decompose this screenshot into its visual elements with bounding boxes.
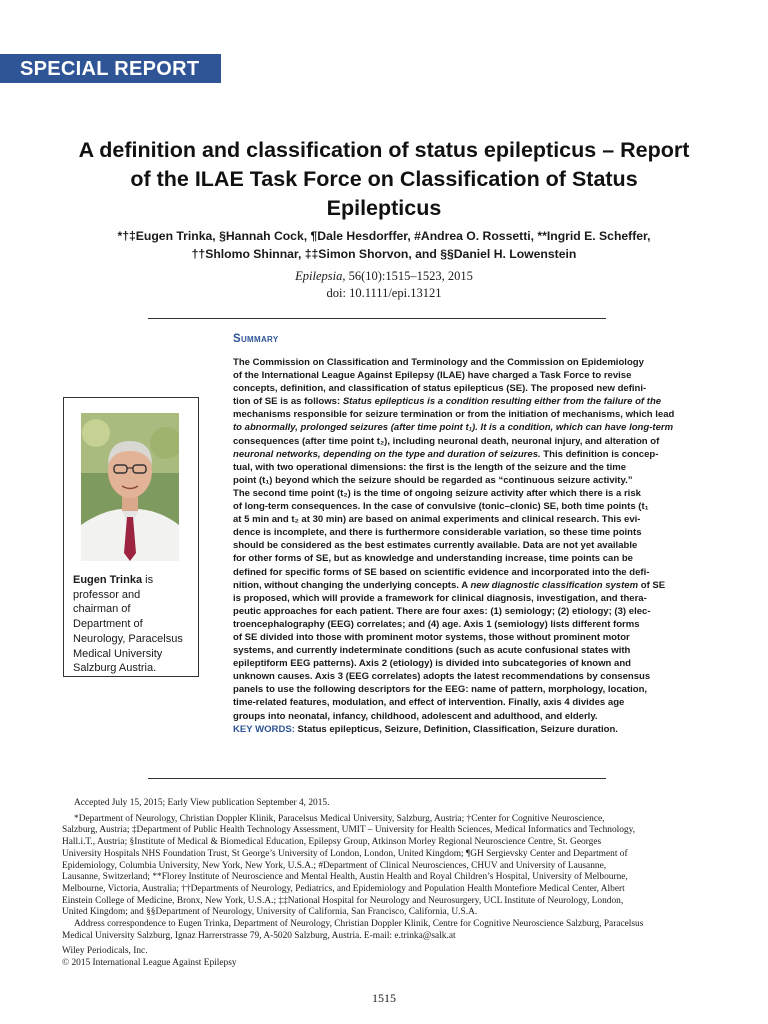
bio-author-name: Eugen Trinka (73, 574, 143, 586)
affiliation-line: University Hospitals NHS Foundation Trust, St George’s University of London, London, United Kingdom; ¶GH Sergievsky Center and Department of (62, 848, 628, 859)
summary-text: of SE divided into those with prominent motor systems, those without prominent motor (233, 631, 630, 643)
summary-line (233, 683, 693, 696)
citation (40, 268, 728, 302)
summary-abstract (233, 356, 693, 736)
summary-line (233, 382, 693, 395)
summary-line (233, 421, 693, 434)
affiliation-line: Lausanne, Switzerland; **Florey Institute of Neuroscience and Mental Health, Austin Health and Royal Children’s Hospital, University of Melbourne, (62, 872, 628, 883)
summary-text: tion of SE is as follows: (233, 396, 343, 408)
bio-line: chairman of (73, 603, 131, 616)
affiliation-line: Hall.i.T., Austria; §Institute of Medical & Biomedical Education, Epilepsy Group, Atkinson Morley Regional Neuroscience Centre, St. Georges (62, 837, 602, 848)
summary-line (233, 657, 693, 670)
summary-line (233, 566, 693, 579)
special-report-banner (0, 54, 221, 83)
author-line: *†‡Eugen Trinka, §Hannah Cock, ¶Dale Hesdorffer, #Andrea O. Rossetti, **Ingrid E. Scheffer, (117, 229, 651, 243)
correspondence-address (62, 919, 692, 942)
volume-pages: , 56(10):1515–1523, 2015 (342, 269, 473, 283)
summary-line (233, 448, 693, 461)
bio-line: Department of (73, 618, 143, 631)
keywords-label: KEY WORDS: (233, 723, 295, 735)
keywords: Status epilepticus, Seizure, Definition, Classification, Seizure duration. (294, 723, 618, 735)
summary-text: dence is incomplete, and there is furthermore considerable variation, so these time points (233, 527, 642, 539)
summary-text: panels to use the following descriptors for the EEG: name of pattern, morphology, location, (233, 684, 648, 696)
publisher-info (62, 946, 692, 969)
summary-italic-text: Status epilepticus is a condition resulting either from the failure of the (342, 396, 662, 408)
summary-line (233, 631, 693, 644)
affiliation-line: *Department of Neurology, Christian Doppler Klinik, Paracelsus Medical University, Salzburg, Austria; †Center for Cognitive Neuroscience, (74, 813, 605, 824)
summary-text: epileptiform EEG patterns). Axis 2 (etiology) is divided into subcategories of known and (233, 658, 632, 670)
summary-text: consequences (after time point t₂), including neuronal death, neuronal injury, and alteration of (233, 435, 660, 447)
author-bio (73, 573, 193, 676)
summary-line (233, 644, 693, 657)
summary-text: concepts, definition, and classification of status epilepticus (SE). The proposed new defini- (233, 383, 647, 395)
summary-italic-text: new diagnostic classification system (470, 579, 639, 591)
summary-line (233, 474, 693, 487)
summary-text: mechanisms responsible for seizure termination or from the initiation of mechanisms, which lead (233, 409, 675, 421)
author-line: ††Shlomo Shinnar, ‡‡Simon Shorvon, and §§Daniel H. Lowenstein (191, 247, 577, 261)
summary-line (233, 461, 693, 474)
affiliation-line: Melbourne, Victoria, Australia; ††Departments of Neurology, Pediatrics, and Epidemiology and Population Health Montefiore Medical Center, Albert (62, 883, 625, 894)
bio-line: professor and (73, 588, 141, 601)
bio-line (73, 573, 193, 588)
summary-line (233, 710, 693, 723)
title-line: Epilepticus (326, 196, 442, 220)
title-line: A definition and classification of status epilepticus – Report (78, 138, 690, 162)
summary-line (233, 605, 693, 618)
summary-text: nition, without changing the underlying concepts. A (233, 579, 471, 591)
keywords-line (233, 723, 693, 736)
affiliation-line: Epidemiology, Columbia University, New York, New York, U.S.A.; #Department of Clinical Neurosciences, CHUV and University of Lausanne, (62, 860, 607, 871)
summary-line (233, 526, 693, 539)
accepted-note (62, 798, 692, 810)
summary-line (233, 618, 693, 631)
summary-line (233, 670, 693, 683)
summary-line (233, 356, 693, 369)
bio-line: Medical University (73, 647, 163, 660)
summary-text: unknown causes. Axis 3 (EEG correlates) adopts the latest recommendations by consensus (233, 671, 651, 683)
summary-line (233, 408, 693, 421)
summary-italic-text: neuronal networks, depending on the type and duration of seizures. (233, 448, 541, 460)
summary-text: at 5 min and t₂ at 30 min) are based on animal experiments and clinical research. This evi- (233, 514, 641, 526)
summary-text: is proposed, which will provide a framework for clinical diagnosis, investigation, and thera- (233, 592, 647, 604)
summary-line (233, 513, 693, 526)
summary-text: peutic approaches for each patient. There are four axes: (1) semiology; (2) etiology; (3) elec- (233, 605, 651, 617)
summary-text: time-related features, modulation, and effect of intervention. Finally, axis 4 divides age (233, 697, 625, 709)
summary-text: The second time point (t₂) is the time of ongoing seizure activity after which there is a risk (233, 487, 641, 499)
summary-text: defined for specific forms of SE based on scientific evidence and incorporated into the defi- (233, 566, 650, 578)
summary-text: of long-term consequences. In the case of convulsive (tonic–clonic) SE, both time points (t₁ (233, 501, 649, 513)
summary-line (233, 395, 693, 408)
top-divider (148, 318, 606, 319)
summary-line (233, 500, 693, 513)
bio-line: Neurology, Paracelsus (73, 632, 183, 645)
summary-text: point (t₁) beyond which the seizure should be regarded as “continuous seizure activity.” (233, 474, 633, 486)
footnotes (62, 798, 692, 970)
author-photo (81, 413, 179, 561)
publisher: Wiley Periodicals, Inc. (62, 946, 148, 957)
summary-italic-text: to abnormally, prolonged seizures (after time point t₁). It is a condition, which can have long-term (233, 422, 674, 434)
summary-heading: Summary (233, 333, 279, 345)
title-line: of the ILAE Task Force on Classification of Status (130, 167, 638, 191)
bio-line: Salzburg Austria. (73, 662, 157, 675)
accepted-line: Accepted July 15, 2015; Early View publication September 4, 2015. (74, 798, 330, 808)
summary-text: systems, and currently indeterminate conditions (such as acute confusional states with (233, 645, 631, 657)
doi: doi: 10.1111/epi.13121 (326, 286, 442, 300)
summary-line (233, 579, 693, 592)
journal-name: Epilepsia (295, 269, 343, 283)
summary-line (233, 696, 693, 709)
summary-text: The Commission on Classification and Terminology and the Commission on Epidemiology (233, 357, 644, 368)
summary-text: of SE (638, 579, 666, 591)
summary-line (233, 552, 693, 565)
summary-text: troencephalography (EEG) correlates; and (4) age. Axis 1 (semiology) lists different forms (233, 618, 640, 630)
affiliation-line: Salzburg, Austria; ‡Department of Public Health Technology Assessment, UMIT – University for Health Sciences, Medical Informatics and Technology, (62, 825, 636, 836)
summary-text: should be considered as the best estimates currently available. Data are not yet available (233, 540, 638, 552)
banner-label: SPECIAL REPORT (20, 58, 200, 80)
author-bio-box (63, 397, 199, 677)
address-line: Address correspondence to Eugen Trinka, Department of Neurology, Christian Doppler Klinik, Centre for Cognitive Neuroscience Salzburg, Paracelsus (74, 919, 644, 930)
summary-line (233, 435, 693, 448)
bottom-divider (148, 778, 606, 779)
affiliation-line: Einstein College of Medicine, Bronx, New York, U.S.A.; ‡‡National Hospital for Neurology and Neurosurgery, UCL Institute of Neurology, London, (62, 895, 624, 906)
summary-line (233, 487, 693, 500)
address-line: Medical University Salzburg, Ignaz Harrerstrasse 79, A-5020 Salzburg, Austria. E-mail: e.trinka@salk.at (62, 930, 456, 941)
summary-text: tual, with two operational dimensions: the first is the length of the seizure and the time (233, 461, 627, 473)
article-title (40, 136, 728, 223)
summary-line (233, 369, 693, 382)
summary-text: of the International League Against Epilepsy (ILAE) have charged a Task Force to revise (233, 370, 632, 382)
summary-text: groups into neonatal, infancy, childhood, adolescent and adulthood, and elderly. (233, 710, 598, 722)
summary-text: This definition is concep- (540, 448, 659, 460)
affiliation-line: United Kingdom; and §§Department of Neurology, University of California, San Francisco, California, U.S.A. (62, 907, 478, 918)
summary-line (233, 539, 693, 552)
bio-first-line-rest: is (142, 574, 154, 586)
author-list (40, 227, 728, 263)
page-number: 1515 (372, 991, 396, 1005)
summary-text: for other forms of SE, but as knowledge and understanding increase, time points can be (233, 553, 633, 565)
copyright: © 2015 International League Against Epilepsy (62, 958, 237, 969)
citation-journal-line (40, 268, 728, 285)
affiliations (62, 814, 692, 919)
summary-line (233, 592, 693, 605)
